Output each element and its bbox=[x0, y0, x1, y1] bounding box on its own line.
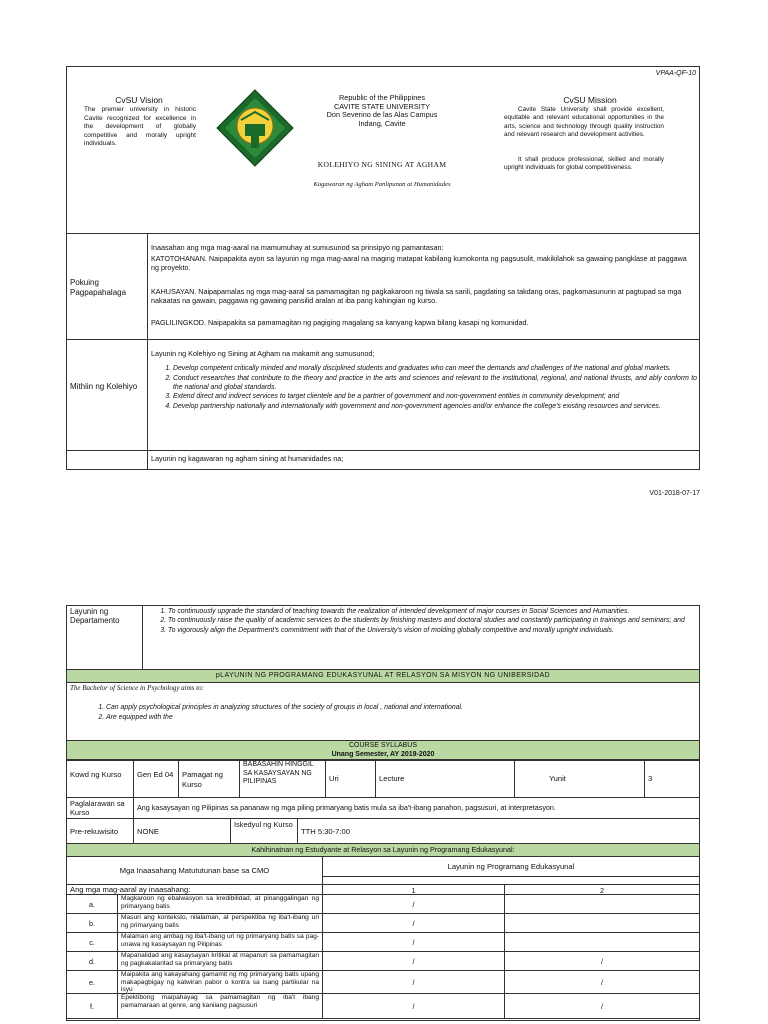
mission-title: CvSU Mission bbox=[563, 95, 617, 105]
values-intro: Inaasahan ang mga mag-aaral na mamumuhay at sumusunod sa prinsipyo ng pamantasan: bbox=[151, 243, 444, 252]
divider bbox=[147, 233, 148, 470]
outcome-letter: a. bbox=[66, 894, 118, 914]
dept-goal-item: 3. To vigorously align the Department's commitment with that of the University's vision of molding globally competitive and morally upright individuals. bbox=[168, 627, 696, 635]
units-value: 3 bbox=[644, 759, 700, 798]
course-code-label: Kowd ng Kurso bbox=[66, 759, 134, 798]
goals-label: Mithiin ng Kolehiyo bbox=[70, 382, 138, 391]
outcome-letter: d. bbox=[66, 951, 118, 971]
outcome-letter: c. bbox=[66, 932, 118, 952]
divider bbox=[66, 233, 700, 234]
description-value: Ang kasaysayan ng Pilipinas sa pananaw ng mga piling primaryang batis mula sa iba't-ibang panahon, pagsusuri, at interpretasyon. bbox=[133, 797, 700, 819]
outcome-text: Epektibong maipahayag sa pamamagitan ng iba't ibang pamamaraan at genre, ang kaniiang pagsusuri bbox=[117, 993, 323, 1019]
program-goal-item: 1. Can apply psychological principles in analyzing structures of the society of groups in local , national and international. bbox=[106, 703, 684, 712]
col-header-2: 2 bbox=[504, 884, 700, 895]
prereq-value: NONE bbox=[133, 818, 231, 844]
schedule-label: Iskedyul ng Kurso bbox=[230, 818, 298, 844]
cmo-label: Mga Inaasahang Matututunan base sa CMO bbox=[66, 856, 323, 885]
dept-goal-item: 2. To continuously raise the quality of academic services to the students by finishing masters and doctoral studies and constantly participating in trainings and seminars; and bbox=[168, 617, 696, 625]
outcome-letter: e. bbox=[66, 970, 118, 994]
outcome-mark-2: / bbox=[504, 993, 700, 1019]
outcome-mark-2: / bbox=[504, 951, 700, 971]
header-campus: Don Severino de las Alas Campus bbox=[326, 110, 438, 120]
outcome-mark-1: / bbox=[322, 932, 505, 952]
outcome-mark-2 bbox=[504, 894, 700, 914]
dept-intro: Layunin ng kagawaran ng agham sining at humanidades na; bbox=[151, 454, 344, 463]
program-objectives-label: Layunin ng Programang Edukasyunal bbox=[322, 856, 700, 877]
program-intro: The Bachelor of Science in Psychology aims to: bbox=[70, 684, 204, 692]
goal-item: 3. Extend direct and indirect services to target clientele and be a partner of government and non-government entities in community development; and bbox=[173, 393, 697, 402]
course-title-label: Pamagat ng Kurso bbox=[178, 759, 240, 798]
schedule-value: TTH 5:30-7:00 bbox=[297, 818, 700, 844]
prereq-label: Pre-rekuwisito bbox=[66, 818, 134, 844]
divider bbox=[142, 605, 143, 669]
header-block bbox=[292, 94, 472, 128]
header-location: Indang, Cavite bbox=[358, 118, 406, 128]
mission-text-1: Cavite State University shall provide excellent, equitable and relevant educational opportunities in the arts, science and technology through quality instruction and relevant research and development activities. bbox=[504, 106, 664, 139]
values-kahusayan: KAHUSAYAN. Naipapamalas ng mga mag-aaral sa pamamagitan ng pagkakaroon ng tiwala sa sarili, pagdating sa takdang oras, pagkamasunurin at pagtupad sa mga nakaatas na gawain, paggawa ng gawaing pansilid aralan at iba pang kahingian ng kurso. bbox=[151, 287, 682, 305]
outcome-text: Malaman ang ambag ng iba't-ibang uri ng primaryang batis sa pag-unawa ng kasaysayan ng Pilipinas bbox=[117, 932, 323, 952]
program-header: pLAYUNIN NG PROGRAMANG EDUKASYUNAL AT RELASYON SA MISYON NG UNIBERSIDAD bbox=[67, 669, 699, 683]
outcome-mark-2 bbox=[504, 932, 700, 952]
outcome-text: Magkaroon ng ebalwasyon sa kredibilidad, at pinanggalingan ng primaryang batis bbox=[117, 894, 323, 914]
outcome-mark-2: / bbox=[504, 970, 700, 994]
description-label: Paglalarawan sa Kurso bbox=[66, 797, 134, 819]
goal-item: 2. Conduct researches that contribute to the theory and practice in the arts and sciences and relevant to the institutional, regional, and national thrusts, and ably conform to the national and global standards. bbox=[173, 375, 697, 393]
form-code: VPAA-QF-10 bbox=[655, 70, 696, 77]
expect-label: Ang mga mag-aaral ay inaasahang: bbox=[66, 884, 323, 895]
college-name: KOLEHIYO NG SINING AT AGHAM bbox=[317, 160, 447, 169]
department-name: Kagawaran ng Agham Panlipunan at Humanidades bbox=[313, 181, 451, 188]
vision-text: The premier university in historic Cavite recognized for excellence in the development of globally competitive and morally upright individuals. bbox=[84, 106, 196, 148]
goal-item: 4. Develop partnership nationally and internationally with government and non-government agencies and/or enhance the college's existing resources and services. bbox=[173, 403, 697, 412]
divider bbox=[66, 339, 700, 340]
outcome-mark-1: / bbox=[322, 951, 505, 971]
outcomes-header: Kahihinatnan ng Estudyante at Relasyon sa Layunin ng Programang Edukasyunal: bbox=[67, 844, 699, 857]
goals-intro: Layunin ng Kolehiyo ng Sining at Agham na makamit ang sumusunod; bbox=[151, 349, 375, 358]
values-paglilingkod: PAGLILINGKOD. Naipapakita sa pamamagitan ng pagiging magalang sa kanyang kapwa bilang kasapi ng komunidad. bbox=[151, 318, 529, 327]
syllabus-title: COURSE SYLLABUS bbox=[348, 742, 418, 749]
outcome-mark-1: / bbox=[322, 970, 505, 994]
divider bbox=[66, 450, 700, 451]
course-title-value: BABASAHIN HINGGIL SA KASAYSAYAN NG PILIPINAS bbox=[239, 759, 326, 798]
goals-list bbox=[151, 365, 697, 413]
outcome-text: Maipakita ang kakayahang gamamit ng mg primaryang batis upang makapagbigay ng katwiran pabor o kontra sa isang partikular na isyu bbox=[117, 970, 323, 994]
course-code-value: Gen Ed 04 bbox=[133, 759, 179, 798]
outcome-text: Masuri ang konteksto, nilalaman, at perspektiba ng iba't-ibang uri ng primaryang batis bbox=[117, 913, 323, 933]
outcome-mark-1: / bbox=[322, 993, 505, 1019]
values-katotohanan: KATOTOHANAN. Naipapakita ayon sa layunin ng mga mag-aaral na maging matapat kabilang kumokonta ng pagsusulit, makikilahok sa gawaing pangklase at paggawa ng proyekto. bbox=[151, 254, 687, 272]
outcome-letter: b. bbox=[66, 913, 118, 933]
course-type-label: Uri bbox=[325, 759, 376, 798]
course-type-value: Lecture bbox=[375, 759, 515, 798]
mission-text-2: It shall produce professional, skilled and morally upright individuals for global competitiveness. bbox=[504, 156, 664, 172]
outcome-mark-1: / bbox=[322, 913, 505, 933]
outcome-letter: f. bbox=[66, 993, 118, 1019]
dept-goal-item: 1. To continuously upgrade the standard of teaching towards the realization of intended development of major courses in Social Sciences and Humanities. bbox=[168, 608, 696, 616]
dept-goals-label: Layunin ng Departamento bbox=[70, 607, 120, 625]
header-republic: Republic of the Philippines bbox=[339, 93, 425, 102]
goal-item: 1. Develop competent critically minded and morally disciplined students and graduates who can meet the demands and challenges of the national and global markets. bbox=[173, 365, 697, 374]
version-code: V01-2018-07-17 bbox=[649, 490, 700, 497]
outcome-mark-1: / bbox=[322, 894, 505, 914]
outcome-mark-2 bbox=[504, 913, 700, 933]
university-seal-icon bbox=[215, 88, 295, 168]
col-header-1: 1 bbox=[322, 884, 505, 895]
program-goals-list bbox=[84, 703, 684, 723]
outcome-text: Mapanalidad ang kasaysayan kritikal at mapanuri sa pamamagitan ng pagkakalantad sa primaryang batis bbox=[117, 951, 323, 971]
vision-title: CvSU Vision bbox=[115, 95, 163, 105]
dept-goals-list bbox=[146, 608, 696, 636]
program-goal-item: 2. Are equipped with the bbox=[106, 713, 684, 722]
units-label: Yunit bbox=[514, 759, 645, 798]
syllabus-header bbox=[67, 740, 699, 761]
header-university: CAVITE STATE UNIVERSITY bbox=[333, 101, 431, 111]
syllabus-term: Unang Semester, AY 2019-2020 bbox=[331, 751, 435, 758]
values-label: Pokuing Pagpapahalaga bbox=[70, 278, 127, 297]
